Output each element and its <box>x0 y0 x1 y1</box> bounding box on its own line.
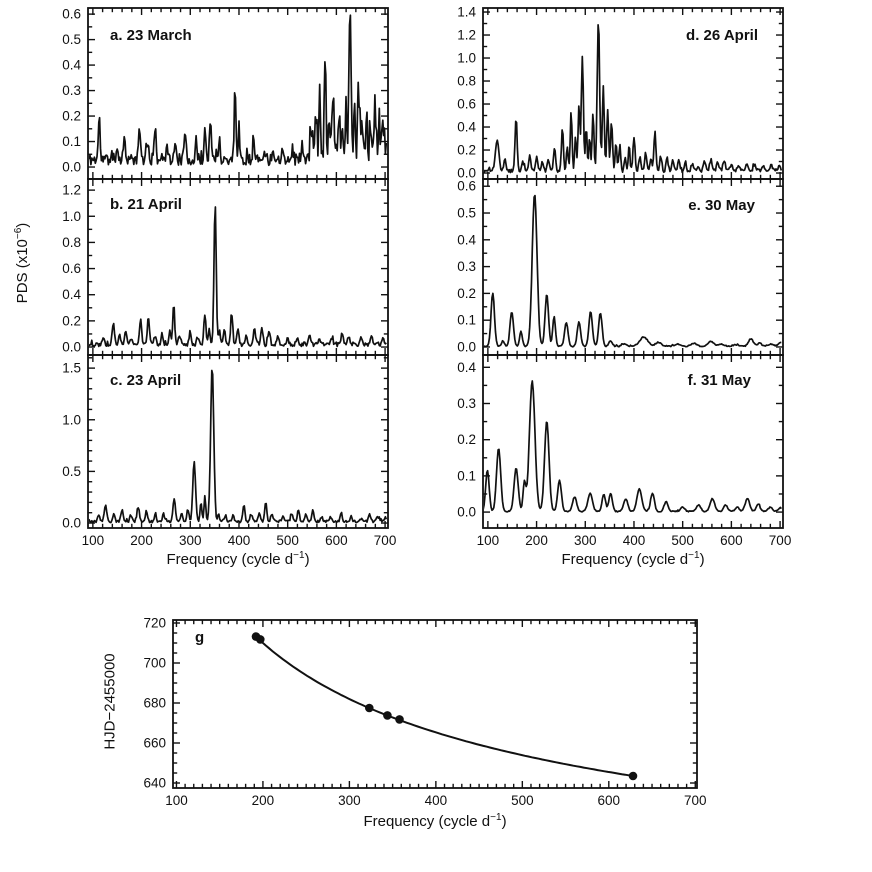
panel-g-point <box>383 711 392 720</box>
y-axis-title-pds: PDS $(x10^{-6})$ <box>13 222 31 304</box>
panel-b-ytick-labels <box>62 183 81 355</box>
panel-d-spectrum-curve <box>483 25 781 173</box>
svg-text:1.2: 1.2 <box>62 182 81 198</box>
svg-text:0.6: 0.6 <box>62 6 81 22</box>
svg-text:0.5: 0.5 <box>62 463 81 479</box>
panel-b-spectrum-curve <box>88 207 386 346</box>
svg-text:1.0: 1.0 <box>62 208 81 224</box>
x-axis-title-g: Frequency (cycle $d^{-1}$) <box>363 812 507 830</box>
svg-text:0.0: 0.0 <box>457 165 476 181</box>
panel-g-ytick-labels <box>143 616 166 791</box>
svg-text:0.0: 0.0 <box>457 339 476 355</box>
svg-text:720: 720 <box>143 615 166 631</box>
svg-text:400: 400 <box>424 793 448 808</box>
svg-text:0.1: 0.1 <box>62 134 81 150</box>
svg-text:640: 640 <box>143 775 166 791</box>
svg-text:0.3: 0.3 <box>457 259 476 275</box>
svg-text:500: 500 <box>511 793 534 808</box>
svg-text:0.8: 0.8 <box>457 73 476 89</box>
svg-text:0.5: 0.5 <box>457 205 476 221</box>
svg-text:0.1: 0.1 <box>457 468 476 484</box>
svg-text:100: 100 <box>165 793 188 808</box>
svg-text:1.0: 1.0 <box>62 412 81 428</box>
svg-text:400: 400 <box>227 533 251 548</box>
panel-g-point <box>256 635 265 644</box>
panel-f-xtick-labels <box>477 533 792 548</box>
panel-c-ytick-labels <box>62 361 81 531</box>
panel-e-ytick-labels <box>457 179 476 355</box>
panel-c-xtick-labels <box>82 533 397 548</box>
svg-text:1.4: 1.4 <box>457 4 476 20</box>
svg-text:100: 100 <box>81 533 105 548</box>
y-axis-title-hjd: HJD−2455000 <box>101 653 119 750</box>
panel-f-label: f. 31 May <box>687 372 751 389</box>
svg-text:0.6: 0.6 <box>457 178 476 194</box>
svg-text:0.2: 0.2 <box>62 108 81 124</box>
svg-text:1.0: 1.0 <box>457 50 476 66</box>
svg-text:300: 300 <box>574 533 597 548</box>
svg-text:0.4: 0.4 <box>457 359 476 375</box>
panel-g-xtick-labels <box>165 793 706 808</box>
svg-text:680: 680 <box>143 695 166 711</box>
svg-text:0.8: 0.8 <box>62 234 81 250</box>
svg-text:0.6: 0.6 <box>62 261 81 277</box>
svg-text:600: 600 <box>325 533 348 548</box>
x-axis-title-right: Frequency (cycle $d^{-1}$) <box>561 550 705 568</box>
svg-text:400: 400 <box>622 533 646 548</box>
svg-text:600: 600 <box>720 533 743 548</box>
svg-text:0.4: 0.4 <box>457 232 476 248</box>
svg-text:100: 100 <box>476 533 500 548</box>
panel-g-ticks <box>173 620 697 788</box>
svg-text:1.5: 1.5 <box>62 360 81 376</box>
svg-text:700: 700 <box>373 533 397 548</box>
panel-g-label: g <box>195 629 205 646</box>
panel-g-point <box>365 704 374 713</box>
svg-text:0.0: 0.0 <box>62 515 81 531</box>
svg-text:700: 700 <box>143 655 166 671</box>
panel-g-fit-curve <box>255 636 632 776</box>
svg-text:300: 300 <box>179 533 202 548</box>
panel-f-spectrum-curve <box>483 381 781 512</box>
panel-a-label: a. 23 March <box>110 27 192 44</box>
svg-text:500: 500 <box>671 533 694 548</box>
panel-b-label: b. 21 April <box>110 196 182 213</box>
panel-e-spectrum-curve <box>483 196 781 347</box>
svg-text:0.4: 0.4 <box>62 287 81 303</box>
svg-text:660: 660 <box>143 735 166 751</box>
panel-e-label: e. 30 May <box>688 197 755 214</box>
svg-text:0.2: 0.2 <box>457 432 476 448</box>
svg-text:0.2: 0.2 <box>457 285 476 301</box>
svg-text:0.3: 0.3 <box>62 83 81 99</box>
panel-c-label: c. 23 April <box>110 372 182 389</box>
svg-text:300: 300 <box>338 793 361 808</box>
panel-g <box>143 616 706 809</box>
svg-text:700: 700 <box>768 533 792 548</box>
svg-text:0.4: 0.4 <box>62 57 81 73</box>
panel-d-label: d. 26 April <box>686 27 758 44</box>
svg-text:0.6: 0.6 <box>457 96 476 112</box>
panel-c-spectrum-curve <box>88 371 386 523</box>
panel-f-ytick-labels <box>457 360 476 520</box>
svg-text:1.2: 1.2 <box>457 27 476 43</box>
panel-g-point <box>629 772 638 781</box>
svg-text:500: 500 <box>276 533 299 548</box>
svg-text:0.5: 0.5 <box>62 32 81 48</box>
svg-text:0.0: 0.0 <box>62 159 81 175</box>
x-axis-title-left: Frequency (cycle $d^{-1}$) <box>166 550 310 568</box>
panel-g-data-points <box>252 632 638 780</box>
panel-g-point <box>395 715 404 724</box>
panel-g-frame <box>173 620 697 788</box>
svg-text:200: 200 <box>251 793 275 808</box>
svg-text:0.4: 0.4 <box>457 119 476 135</box>
svg-text:200: 200 <box>130 533 153 548</box>
svg-text:0.0: 0.0 <box>457 504 476 520</box>
svg-text:0.0: 0.0 <box>62 339 81 355</box>
panel-d-ytick-labels <box>457 5 476 181</box>
svg-text:0.1: 0.1 <box>457 312 476 328</box>
svg-text:0.2: 0.2 <box>62 313 81 329</box>
svg-text:200: 200 <box>525 533 548 548</box>
svg-text:0.3: 0.3 <box>457 395 476 411</box>
svg-text:0.2: 0.2 <box>457 142 476 158</box>
panel-a-ytick-labels <box>62 7 81 175</box>
svg-text:600: 600 <box>597 793 621 808</box>
svg-text:700: 700 <box>684 793 707 808</box>
